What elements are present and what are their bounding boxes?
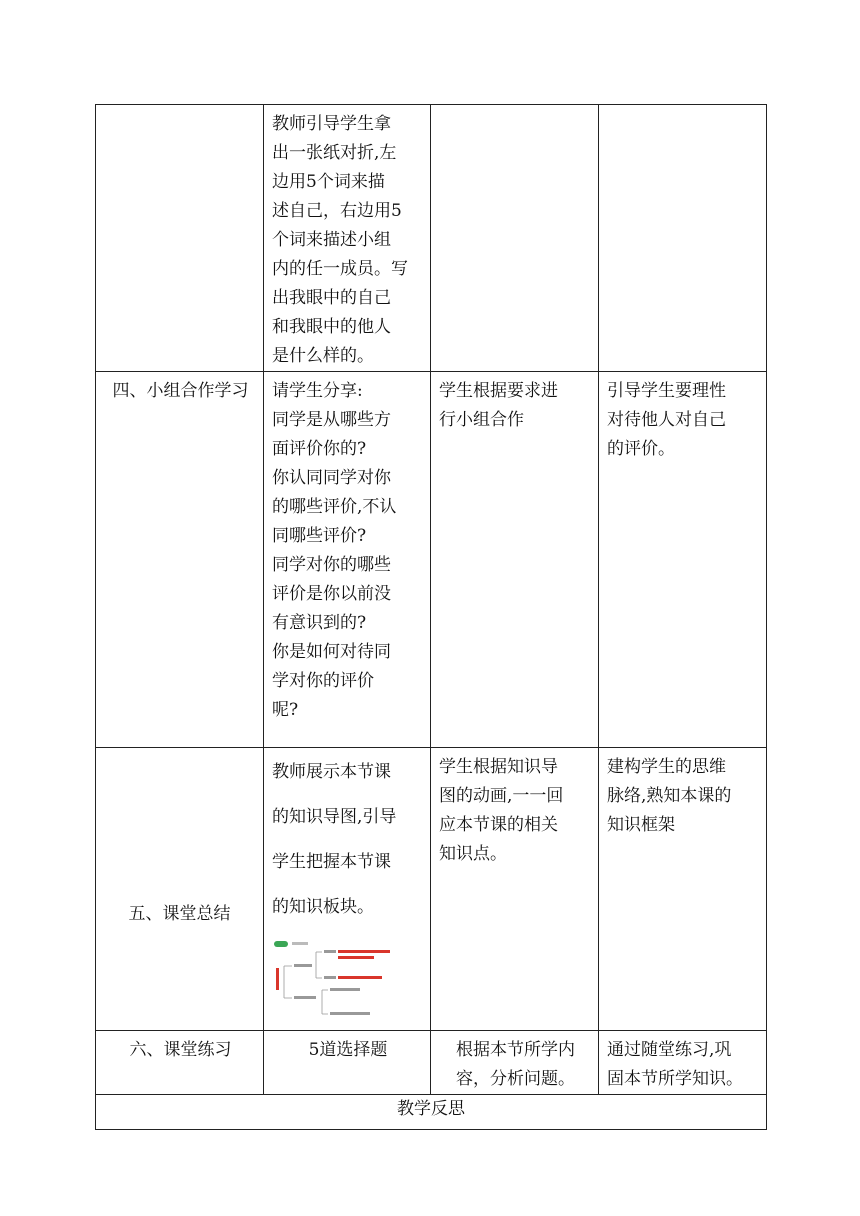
text-line: 边用5个词来描 [272, 172, 385, 192]
text-line: 学生根据要求进 [439, 381, 558, 401]
stage-label: 五、课堂总结 [128, 903, 231, 924]
design-intent-cell [599, 372, 767, 748]
text-line: 出我眼中的自己 [272, 288, 391, 308]
text-line: 出一张纸对折,左 [272, 143, 397, 163]
text-line: 面评价你的? [272, 439, 367, 459]
text-line: 的评价。 [607, 439, 675, 459]
text-line: 教师引导学生拿 [272, 114, 391, 134]
text-line: 引导学生要理性 [607, 381, 726, 401]
text-line: 学生把握本节课 [272, 852, 391, 872]
mindmap-thumbnail [270, 938, 418, 1020]
text-line: 你是如何对待同 [272, 642, 391, 662]
text-line: 你认同同学对你 [272, 468, 391, 488]
table-row [96, 748, 767, 1031]
text-line: 固本节所学知识。 [607, 1069, 743, 1089]
text-line: 图的动画,一一回 [439, 786, 564, 806]
stage-cell [96, 1031, 264, 1095]
student-activity-cell [431, 1031, 599, 1095]
text-line: 行小组合作 [439, 410, 524, 430]
text-line: 评价是你以前没 [272, 584, 391, 604]
text-line: 请学生分享: [272, 381, 363, 401]
mindmap-title-pill [274, 941, 288, 947]
teacher-activity-cell [264, 748, 431, 1031]
text-line: 述自己，右边用5 [272, 201, 402, 221]
table-row [96, 372, 767, 748]
text-line: 容，分析问题。 [456, 1069, 575, 1089]
text-line: 对待他人对自己 [607, 410, 726, 430]
text-line: 同学是从哪些方 [272, 410, 391, 430]
teacher-activity-cell [264, 1031, 431, 1095]
text-line: 脉络,熟知本课的 [607, 786, 732, 806]
mindmap-root [276, 968, 279, 990]
text-line: 应本节课的相关 [439, 815, 558, 835]
table-row [96, 105, 767, 372]
text-line: 知识点。 [439, 844, 507, 864]
text-line: 教师展示本节课 [272, 762, 391, 782]
design-intent-cell [599, 105, 767, 372]
stage-cell [96, 748, 264, 1031]
text-line: 学生根据知识导 [439, 757, 558, 777]
text-line: 通过随堂练习,巩 [607, 1040, 732, 1060]
table-row [96, 1095, 767, 1130]
teacher-activity-cell [264, 372, 431, 748]
text-line: 是什么样的。 [272, 346, 374, 366]
table-row [96, 1031, 767, 1095]
text-line: 的知识板块。 [272, 897, 374, 917]
reflection-cell: 教学反思 [96, 1095, 767, 1130]
student-activity-cell [431, 748, 599, 1031]
text-line: 知识框架 [607, 815, 675, 835]
text-line: 呢? [272, 700, 299, 720]
teacher-activity-cell [264, 105, 431, 372]
text-line: 5道选择题 [308, 1040, 388, 1060]
lesson-plan-table [95, 104, 767, 1130]
stage-cell [96, 372, 264, 748]
student-activity-cell [431, 105, 599, 372]
stage-cell [96, 105, 264, 372]
text-line: 的哪些评价,不认 [272, 497, 397, 517]
text-line: 的知识导图,引导 [272, 807, 397, 827]
stage-label: 六、课堂练习 [129, 1040, 232, 1060]
text-line: 建构学生的思维 [607, 757, 726, 777]
text-line: 根据本节所学内 [456, 1040, 575, 1060]
text-line: 个词来描述小组 [272, 230, 391, 250]
design-intent-cell [599, 748, 767, 1031]
text-line: 同学对你的哪些 [272, 555, 391, 575]
text-line: 同哪些评价? [272, 526, 367, 546]
text-line: 和我眼中的他人 [272, 317, 391, 337]
student-activity-cell [431, 372, 599, 748]
text-line: 有意识到的? [272, 613, 367, 633]
text-line: 学对你的评价 [272, 671, 374, 691]
stage-label: 四、小组合作学习 [112, 381, 249, 401]
text-line: 内的任一成员。写 [272, 259, 408, 279]
design-intent-cell [599, 1031, 767, 1095]
